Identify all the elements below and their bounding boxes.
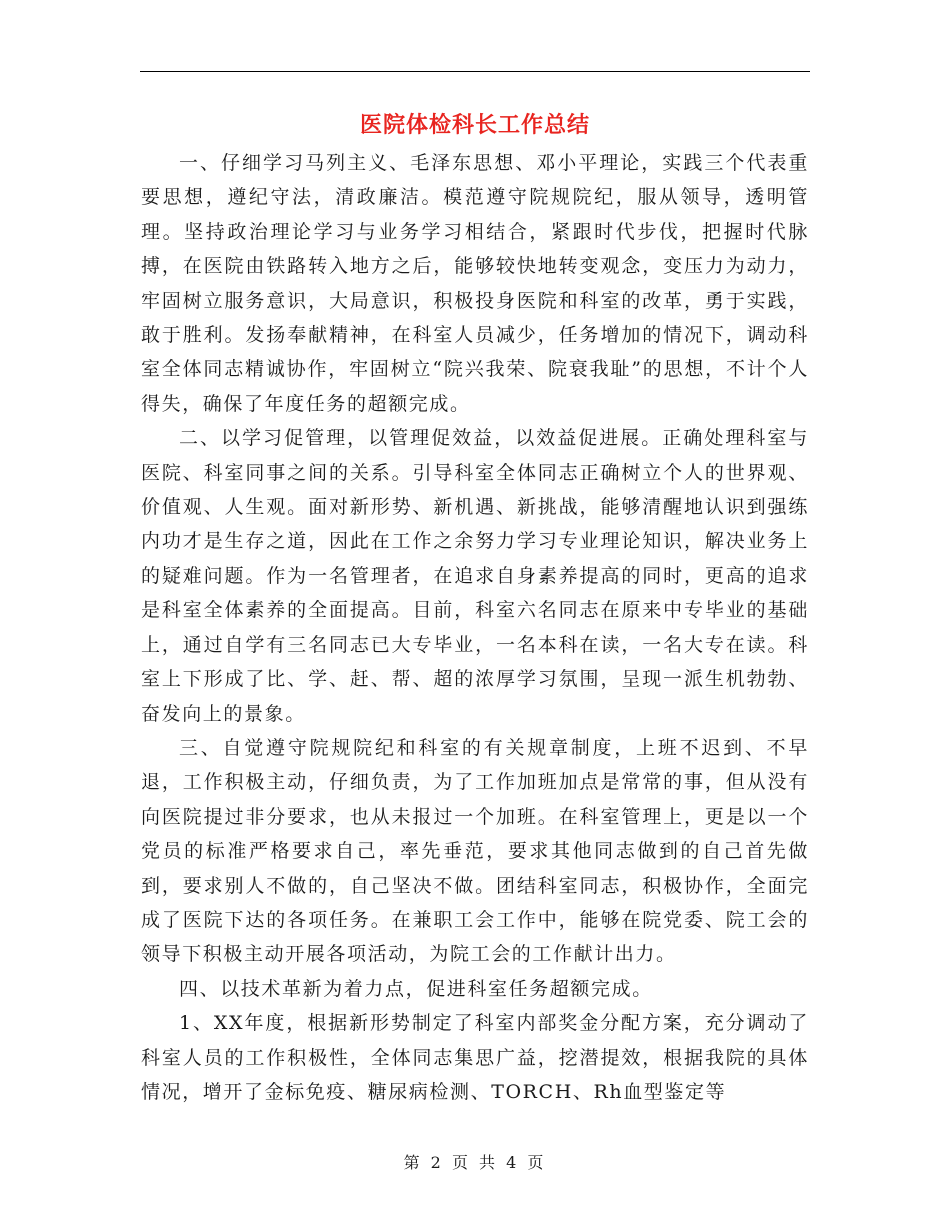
header-rule [140, 71, 810, 72]
paragraph-5: 1、XX年度，根据新形势制定了科室内部奖金分配方案，充分调动了科室人员的工作积极性，全体同志集思广益，挖潜提效，根据我院的具体情况，增开了金标免疫、糖尿病检测、TORCH、Rh血型鉴定等 [141, 1012, 809, 1103]
page-number: 第 2 页 共 4 页 [403, 1153, 547, 1172]
document-title: 医院体检科长工作总结 [359, 112, 590, 138]
paragraph-2: 二、以学习促管理，以管理促效益，以效益促进展。正确处理科室与医院、科室同事之间的关系。引导科室全体同志正确树立个人的世界观、价值观、人生观。面对新形势、新机遇、新挑战，能够清醒地认识到强练内功才是生存之道，因此在工作之余努力学习专业理论知识，解决业务上的疑难问题。作为一名管理者，在追求自身素养提高的同时，更高的追求是科室全体素养的全面提高。目前，科室六名同志在原来中专毕业的基础上，通过自学有三名同志已大专毕业，一名本科在读，一名大专在读。科室上下形成了比、学、赶、帮、超的浓厚学习氛围，呈现一派生机勃勃、奋发向上的景象。 [141, 427, 809, 725]
paragraph-3: 三、自觉遵守院规院纪和科室的有关规章制度，上班不迟到、不早退，工作积极主动，仔细负责，为了工作加班加点是常常的事，但从没有向医院提过非分要求，也从未报过一个加班。在科室管理上，更是以一个党员的标准严格要求自己，率先垂范，要求其他同志做到的自己首先做到，要求别人不做的，自己坚决不做。团结科室同志，积极协作，全面完成了医院下达的各项任务。在兼职工会工作中，能够在院党委、院工会的领导下积极主动开展各项活动，为院工会的工作献计出力。 [141, 736, 809, 966]
paragraph-1: 一、仔细学习马列主义、毛泽东思想、邓小平理论，实践三个代表重要思想，遵纪守法，清政廉洁。模范遵守院规院纪，服从领导，透明管理。坚持政治理论学习与业务学习相结合，紧跟时代步伐，把握时代脉搏，在医院由铁路转入地方之后，能够较快地转变观念，变压力为动力，牢固树立服务意识，大局意识，积极投身医院和科室的改革，勇于实践，敢于胜利。发扬奉献精神，在科室人员减少，任务增加的情况下，调动科室全体同志精诚协作，牢固树立“院兴我荣、院衰我耻”的思想，不计个人得失，确保了年度任务的超额完成。 [141, 152, 809, 415]
paragraph-4: 四、以技术革新为着力点，促进科室任务超额完成。 [179, 977, 653, 1000]
document-body [141, 146, 809, 1109]
